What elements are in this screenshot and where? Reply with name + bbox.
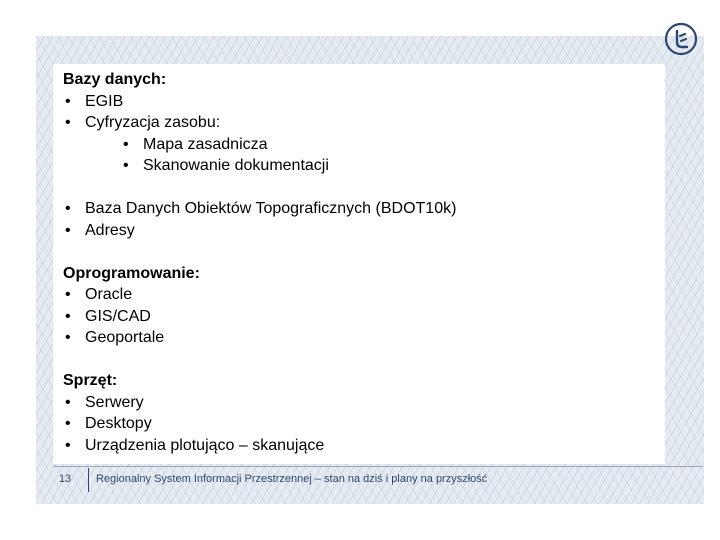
bullet: • (123, 157, 129, 174)
list-item-label: Desktopy (85, 415, 152, 432)
bullet: • (65, 286, 71, 303)
spacer (63, 349, 653, 371)
bullet: • (123, 135, 129, 153)
footer-title: Regionalny System Informacji Przestrzennej – stan na dziś i plany na przyszłość (96, 473, 488, 485)
bullet: • (65, 114, 71, 131)
spacer (63, 177, 653, 199)
spacer (63, 241, 653, 263)
list-item-label: Adresy (85, 221, 135, 239)
bullet: • (65, 415, 71, 432)
list-item (63, 392, 653, 414)
list-item (63, 198, 653, 220)
bullet: • (65, 221, 71, 239)
bullet: • (65, 307, 71, 325)
sub-list-item (63, 155, 653, 177)
list-item (63, 306, 653, 328)
page-number: 13 (58, 473, 72, 485)
list-item (63, 327, 653, 349)
slide-body (63, 69, 653, 456)
list-item (63, 284, 653, 306)
section-heading-software: Oprogramowanie: (63, 264, 200, 282)
list-item-label: Cyfryzacja zasobu: (85, 114, 221, 131)
list-item-label: Urządzenia plotująco – skanujące (85, 436, 325, 454)
list-item (63, 220, 653, 242)
list-item-label: Mapa zasadnicza (143, 135, 268, 153)
bullet: • (65, 329, 71, 346)
section-heading-hardware: Sprzęt: (63, 372, 118, 389)
list-item (63, 435, 653, 457)
list-item-label: Skanowanie dokumentacji (143, 157, 329, 174)
section-heading-databases: Bazy danych: (63, 71, 167, 88)
list-item-label: EGIB (85, 92, 124, 110)
list-item-label: Serwery (85, 393, 144, 411)
bullet: • (65, 436, 71, 454)
logo-icon (664, 22, 698, 56)
bullet: • (65, 92, 71, 110)
footer-divider (53, 466, 703, 467)
bullet: • (65, 200, 71, 217)
list-item (63, 91, 653, 113)
list-item-label: Geoportale (85, 329, 165, 346)
footer-separator (88, 468, 89, 492)
list-item-label: Oracle (85, 286, 133, 303)
list-item-label: GIS/CAD (85, 307, 151, 325)
bullet: • (65, 393, 71, 411)
sub-list-item (63, 134, 653, 156)
list-item (63, 413, 653, 435)
list-item (63, 112, 653, 134)
list-item-label: Baza Danych Obiektów Topograficznych (BDOT10k) (85, 200, 457, 217)
